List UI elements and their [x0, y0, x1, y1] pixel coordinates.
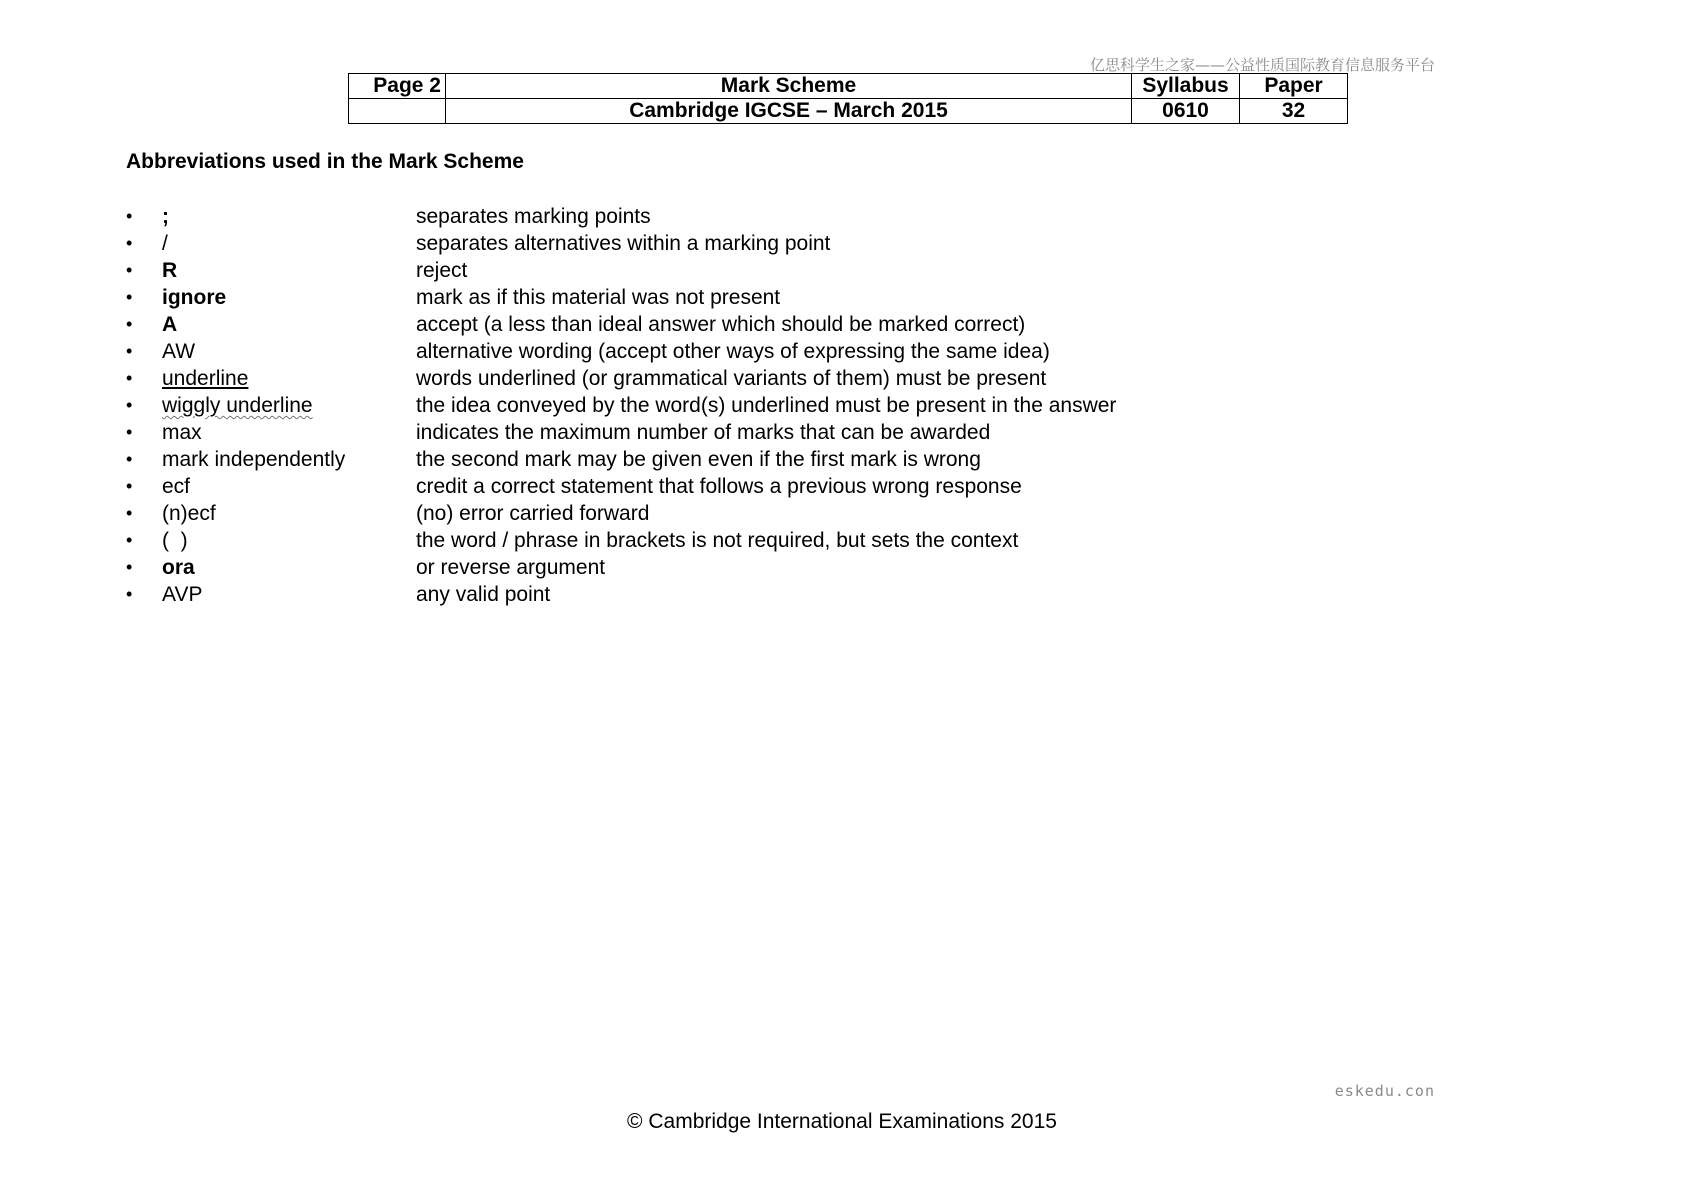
paper-label: Paper — [1240, 74, 1348, 99]
abbreviation-term: ecf — [162, 475, 191, 498]
abbreviation-term: underline — [162, 367, 249, 390]
bullet-icon: • — [126, 422, 133, 442]
bullet-icon: • — [126, 368, 133, 388]
abbreviation-term: ora — [162, 556, 195, 579]
bullet-icon: • — [126, 530, 133, 550]
list-item — [126, 500, 1226, 527]
abbreviation-list — [126, 203, 1226, 608]
abbreviation-term: AVP — [162, 583, 203, 606]
abbreviation-definition: accept (a less than ideal answer which should be marked correct) — [416, 313, 1026, 336]
abbreviation-term: wiggly underline — [162, 394, 313, 417]
empty-cell — [349, 99, 446, 124]
list-item — [126, 365, 1226, 392]
list-item — [126, 527, 1226, 554]
abbreviation-term: ignore — [162, 286, 227, 309]
list-item — [126, 230, 1226, 257]
abbreviation-term: R — [162, 259, 178, 282]
list-item — [126, 203, 1226, 230]
abbreviation-term: mark independently — [162, 448, 346, 471]
abbreviation-definition: words underlined (or grammatical variants of them) must be present — [416, 367, 1047, 390]
bullet-icon: • — [126, 395, 133, 415]
page-label: Page 2 — [349, 74, 446, 99]
abbreviation-definition: separates marking points — [416, 205, 651, 228]
abbreviation-term: / — [162, 232, 168, 255]
section-heading: Abbreviations used in the Mark Scheme — [126, 150, 524, 173]
paper-value: 32 — [1240, 99, 1348, 124]
bullet-icon: • — [126, 260, 133, 280]
syllabus-value: 0610 — [1132, 99, 1240, 124]
abbreviation-definition: the word / phrase in brackets is not required, but sets the context — [416, 529, 1019, 552]
header-table — [348, 73, 1348, 124]
list-item — [126, 554, 1226, 581]
watermark-top: 亿思科学生之家——公益性质国际教育信息服务平台 — [1089, 56, 1435, 74]
bullet-icon: • — [126, 341, 133, 361]
bullet-icon: • — [126, 233, 133, 253]
document-subtitle: Cambridge IGCSE – March 2015 — [446, 99, 1132, 124]
abbreviation-definition: any valid point — [416, 583, 551, 606]
abbreviation-definition: mark as if this material was not present — [416, 286, 781, 309]
abbreviation-term: A — [162, 313, 178, 336]
bullet-icon: • — [126, 476, 133, 496]
bullet-icon: • — [126, 557, 133, 577]
list-item — [126, 581, 1226, 608]
abbreviation-definition: the second mark may be given even if the first mark is wrong — [416, 448, 981, 471]
abbreviation-definition: reject — [416, 259, 468, 282]
abbreviation-definition: (no) error carried forward — [416, 502, 650, 525]
bullet-icon: • — [126, 314, 133, 334]
list-item — [126, 419, 1226, 446]
bullet-icon: • — [126, 584, 133, 604]
abbreviation-term: ; — [162, 205, 169, 228]
abbreviation-definition: credit a correct statement that follows a previous wrong response — [416, 475, 1022, 498]
document-title: Mark Scheme — [446, 74, 1132, 99]
copyright-footer: © Cambridge International Examinations 2015 — [627, 1110, 1057, 1133]
abbreviation-term: ( ) — [162, 529, 188, 552]
abbreviation-definition: separates alternatives within a marking point — [416, 232, 831, 255]
abbreviation-definition: or reverse argument — [416, 556, 606, 579]
bullet-icon: • — [126, 503, 133, 523]
watermark-bottom: eskedu.con — [1334, 1082, 1435, 1100]
abbreviation-definition: indicates the maximum number of marks that can be awarded — [416, 421, 991, 444]
syllabus-label: Syllabus — [1132, 74, 1240, 99]
list-item — [126, 473, 1226, 500]
list-item — [126, 446, 1226, 473]
list-item — [126, 338, 1226, 365]
abbreviation-definition: the idea conveyed by the word(s) underlined must be present in the answer — [416, 394, 1117, 417]
bullet-icon: • — [126, 287, 133, 307]
bullet-icon: • — [126, 206, 133, 226]
abbreviation-term: max — [162, 421, 202, 444]
list-item — [126, 284, 1226, 311]
list-item — [126, 257, 1226, 284]
list-item — [126, 392, 1226, 419]
abbreviation-definition: alternative wording (accept other ways of expressing the same idea) — [416, 340, 1050, 363]
list-item — [126, 311, 1226, 338]
bullet-icon: • — [126, 449, 133, 469]
abbreviation-term: AW — [162, 340, 196, 363]
abbreviation-term: (n)ecf — [162, 502, 216, 525]
